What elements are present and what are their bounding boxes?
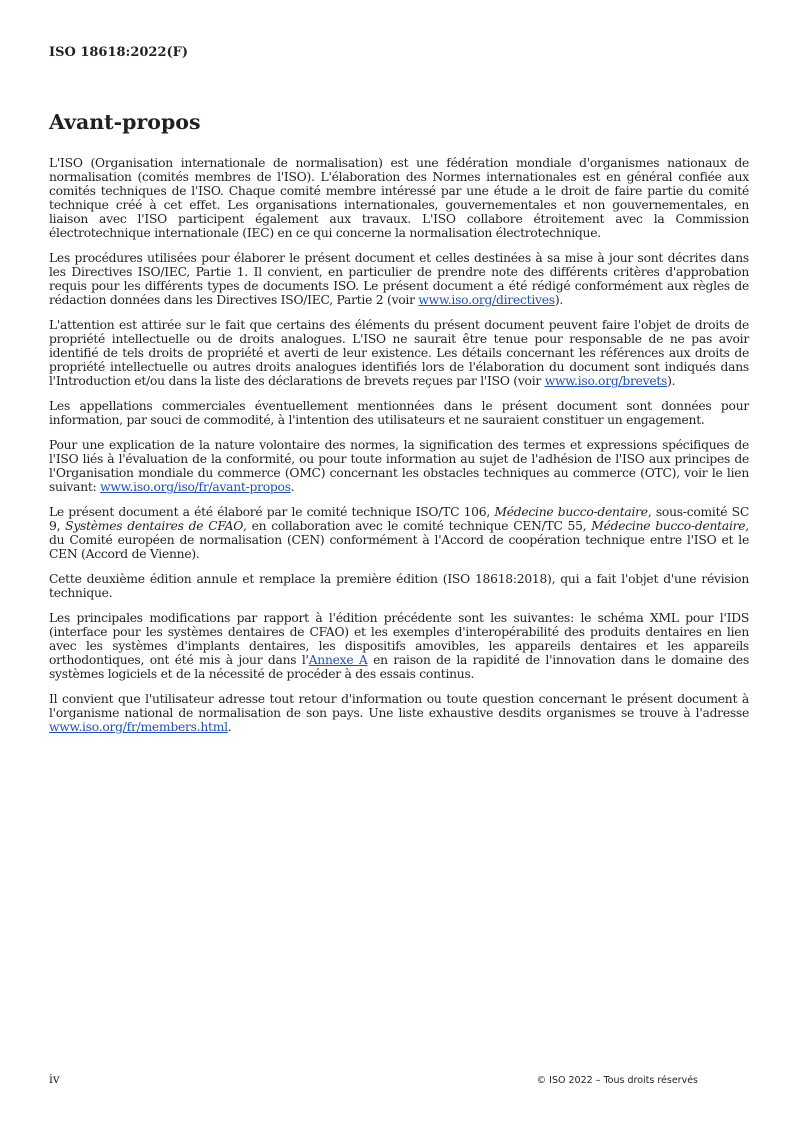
paragraph-8-text: Les principales modifications par rapport à l'édition précédente sont les suivantes: le schéma XML pour l'IDS (interface pour les systèmes dentaires de CFAO) et les exemples d'interopérabilité des produits dentaires en lien avec les systèmes d'implants dentaires, les dispositifs amovibles, les appareils dentaires et les appareils orthodontiques, ont été mis à jour dans l' bbox=[49, 611, 749, 667]
paragraph-3-text: L'attention est attirée sur le fait que certains des éléments du présent document peuvent faire l'objet de droits de propriété intellectuelle ou de droits analogues. L'ISO ne saurait être tenue pour responsable de ne pas avoir identifié de tels droits de propriété et averti de leur existence. Les détails concernant les références aux droits de propriété intellectuelle ou autres droits analogues identifiés lors de l'élaboration du document sont indiqués dans l'Introduction et/ou dans la liste des déclarations de brevets reçues par l'ISO (voir bbox=[49, 318, 749, 388]
committee-title-1: Médecine bucco-dentaire bbox=[494, 505, 648, 519]
paragraph-5 bbox=[49, 438, 749, 494]
subcommittee-title: Systèmes dentaires de CFAO bbox=[65, 519, 244, 533]
directives-link[interactable]: www.iso.org/directives bbox=[418, 293, 555, 307]
paragraph-3 bbox=[49, 318, 749, 388]
page-number: iv bbox=[49, 1072, 60, 1086]
paragraph-2-end: ). bbox=[554, 293, 564, 307]
paragraph-2-text: Les procédures utilisées pour élaborer le présent document et celles destinées à sa mise à jour sont décrites dans les Directives ISO/IEC, Partie 1. Il convient, en particulier de prendre note des différents critères d'approbation requis pour les différents types de documents ISO. Le présent document a été rédigé conformément aux règles de rédaction données dans les Directives ISO/IEC, Partie 2 (voir bbox=[49, 251, 749, 307]
foreword-body bbox=[49, 156, 749, 745]
p6-text-3: , en collaboration avec le comité technique CEN/TC 55, bbox=[243, 519, 592, 533]
p6-text-1: Le présent document a été élaboré par le comité technique ISO/TC 106, bbox=[49, 505, 495, 519]
patents-link[interactable]: www.iso.org/brevets bbox=[544, 374, 668, 388]
paragraph-9-text: Il convient que l'utilisateur adresse tout retour d'information ou toute question concernant le présent document à l'organisme national de normalisation de son pays. Une liste exhaustive desdits organismes se trouve à l'adresse bbox=[49, 692, 749, 720]
paragraph-3-end: ). bbox=[667, 374, 676, 388]
paragraph-4: Les appellations commerciales éventuellement mentionnées dans le présent document sont données pour information, par souci de commodité, à l'intention des utilisateurs et ne sauraient constituer un engagement. bbox=[49, 399, 749, 427]
paragraph-5-text: Pour une explication de la nature volontaire des normes, la signification des termes et expressions spécifiques de l'ISO liés à l'évaluation de la conformité, ou pour toute information au sujet de l'adhésion de l'ISO aux principes de l'Organisation mondiale du commerce (OMC) concernant les obstacles techniques au commerce (OTC), voir le lien suivant: bbox=[49, 438, 749, 494]
copyright-notice: © ISO 2022 – Tous droits réservés bbox=[536, 1075, 698, 1086]
paragraph-5-end: . bbox=[290, 480, 295, 494]
paragraph-1: L'ISO (Organisation internationale de normalisation) est une fédération mondiale d'organismes nationaux de normalisation (comités membres de l'ISO). L'élaboration des Normes internationales est en général confiée aux comités techniques de l'ISO. Chaque comité membre intéressé par une étude a le droit de faire partie du comité technique créé à cet effet. Les organisations internationales, gouvernementales et non gouvernementales, en liaison avec l'ISO participent également aux travaux. L'ISO collabore étroitement avec la Commission électrotechnique internationale (IEC) en ce qui concerne la normalisation électrotechnique. bbox=[49, 156, 749, 240]
document-code: ISO 18618:2022(F) bbox=[49, 45, 189, 60]
paragraph-7: Cette deuxième édition annule et remplace la première édition (ISO 18618:2018), qui a fait l'objet d'une révision technique. bbox=[49, 572, 749, 600]
paragraph-9 bbox=[49, 692, 749, 734]
paragraph-9-end: . bbox=[227, 720, 232, 734]
paragraph-8 bbox=[49, 611, 749, 681]
paragraph-6 bbox=[49, 505, 749, 561]
committee-title-2: Médecine bucco-dentaire bbox=[591, 519, 746, 533]
paragraph-2 bbox=[49, 251, 749, 307]
p6-text-4: , du Comité européen de normalisation (CEN) conformément à l'Accord de coopération technique entre l'ISO et le CEN (Accord de Vienne). bbox=[49, 519, 749, 561]
foreword-link[interactable]: www.iso.org/iso/fr/avant-propos bbox=[100, 480, 291, 494]
paragraph-8-end: en raison de la rapidité de l'innovation dans le domaine des systèmes logiciels et de la nécessité de procéder à des essais continus. bbox=[49, 653, 749, 681]
p6-text-2: , sous-comité SC 9, bbox=[49, 505, 750, 533]
section-title: Avant-propos bbox=[49, 110, 201, 134]
annex-a-link[interactable]: Annexe A bbox=[308, 653, 368, 667]
members-link[interactable]: www.iso.org/fr/members.html bbox=[49, 720, 228, 734]
